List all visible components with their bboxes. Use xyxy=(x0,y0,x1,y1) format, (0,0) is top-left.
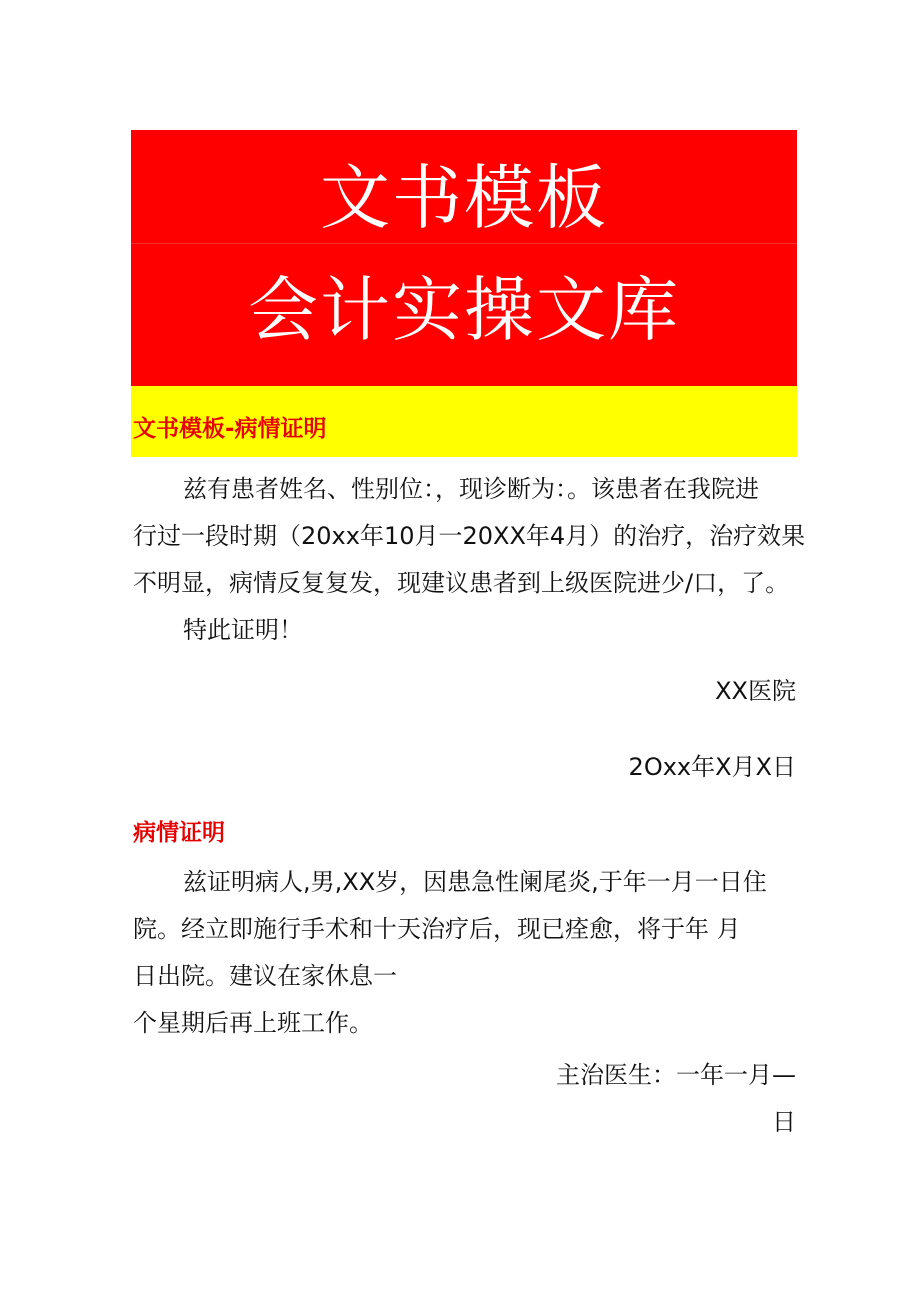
cert1-paragraph-line-2: 行过一段时期（20xx年10月一20XX年4月）的治疗，治疗效果 xyxy=(133,522,806,550)
cert2-doctor-signature: 主治医生：一年一月— xyxy=(556,1061,796,1089)
cert1-closing: 特此证明！ xyxy=(183,616,303,644)
cert1-date: 2Oxx年X月X日 xyxy=(628,753,796,781)
cert2-day: 日 xyxy=(772,1108,796,1136)
cert2-paragraph-line-1: 兹证明病人,男,XX岁，因患急性阑尾炎,于年一月一日住 xyxy=(183,868,767,896)
title-banner xyxy=(131,130,797,386)
cert2-heading: 病情证明 xyxy=(133,820,225,846)
subtitle-bar xyxy=(131,386,797,457)
cert1-paragraph-line-1: 兹有患者姓名、性别位：，现诊断为：。该患者在我院进 xyxy=(183,475,759,503)
cert2-paragraph-line-4: 个星期后再上班工作。 xyxy=(133,1009,373,1037)
banner-title-line-2: 会计实操文库 xyxy=(248,269,680,351)
subtitle-text: 文书模板-病情证明 xyxy=(133,416,327,442)
banner-title-line-1: 文书模板 xyxy=(320,157,608,239)
cert1-paragraph-line-3: 不明显，病情反复复发，现建议患者到上级医院进少/口，了。 xyxy=(133,569,790,597)
cert2-paragraph-line-2: 院。经立即施行手术和十天治疗后，现已痊愈，将于年 月 xyxy=(133,915,741,943)
cert1-hospital-name: XX医院 xyxy=(715,677,796,705)
cert2-paragraph-line-3: 日出院。建议在家休息一 xyxy=(133,962,397,990)
banner-divider xyxy=(131,243,797,244)
